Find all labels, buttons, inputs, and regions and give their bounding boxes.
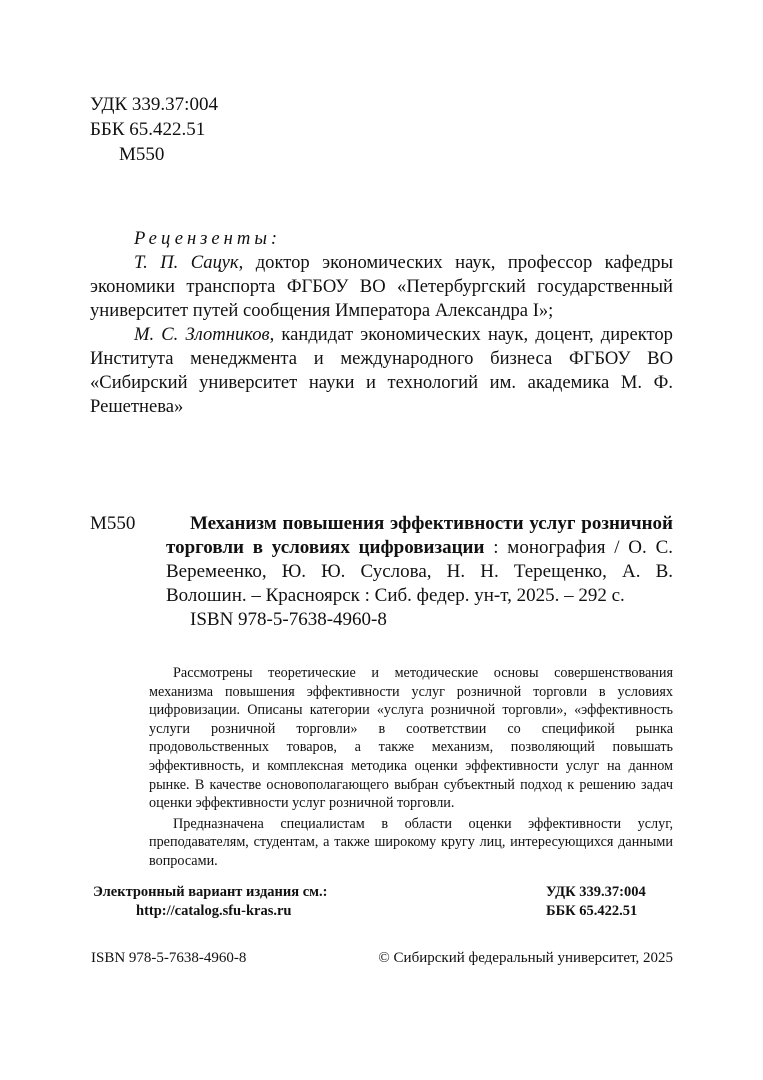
reviewer-1-text: , доктор экономических наук, профессор кафедры экономики транспорта ФГБОУ ВО «Петербургский государственный университет путей сообщения Императора Александра I»; [90, 252, 673, 321]
electronic-version-note [93, 883, 328, 921]
catalog-link[interactable]: http://catalog.sfu-kras.ru [136, 903, 292, 919]
reviewers-block [90, 227, 673, 419]
reviewer-1-name: Т. П. Сацук [134, 252, 239, 273]
book-title: Механизм повышения эффективности услуг розничной торговли в условиях цифровизации [166, 513, 673, 558]
reviewer-2-name: М. С. Злотников [134, 324, 270, 345]
bibliographic-description [166, 512, 673, 632]
footer-bbk: ББК 65.422.51 [546, 903, 638, 919]
biblio-rest: : монография / О. С. Веремеенко, Ю. Ю. Суслова, Н. Н. Терещенко, А. В. Волошин. – Красноярск : Сиб. федер. ун-т, 2025. – 292 с. [166, 537, 673, 606]
reviewer-2-text: , кандидат экономических наук, доцент, директор Института менеджмента и международного бизнеса ФГБОУ ВО «Сибирский университет науки и технологий им. академика М. Ф. Решетнева» [90, 324, 673, 417]
reviewer-2 [90, 323, 673, 419]
footer-udk: УДК 339.37:004 [546, 884, 646, 900]
annotation-paragraph-2: Предназначена специалистам в области оценки эффективности услуг, преподавателям, студентам, а также широкому кругу лиц, интересующихся данными вопросами. [149, 815, 673, 869]
biblio-entry [166, 512, 673, 608]
author-code: М550 [119, 144, 165, 165]
classification-codes [90, 92, 218, 167]
biblio-isbn: ISBN 978-5-7638-4960-8 [190, 609, 387, 630]
footer-codes [546, 883, 646, 921]
reviewer-1 [90, 251, 673, 323]
footer-isbn: ISBN 978-5-7638-4960-8 [91, 950, 247, 966]
copyright: © Сибирский федеральный университет, 2025 [378, 950, 673, 966]
biblio-author-code: М550 [90, 513, 136, 534]
electronic-version-label: Электронный вариант издания см.: [93, 884, 328, 900]
udk-code: УДК 339.37:004 [90, 94, 218, 115]
reviewers-heading: Рецензенты: [134, 228, 282, 249]
annotation [149, 664, 673, 873]
bbk-code: ББК 65.422.51 [90, 119, 206, 140]
annotation-paragraph-1: Рассмотрены теоретические и методические основы совершенствования механизма повышения эффективности услуг розничной торговли в условиях цифровизации. Описаны категории «услуга розничной торговли», «эффективность услуги розничной торговли» в соответствии со спецификой рынка продовольственных товаров, а также механизм, позволяющий повышать эффективность, и комплексная методика оценки эффективности услуг на данном рынке. В качестве основополагающего выбран субъектный подход к решению задач оценки эффективности услуг розничной торговли. [149, 665, 673, 812]
